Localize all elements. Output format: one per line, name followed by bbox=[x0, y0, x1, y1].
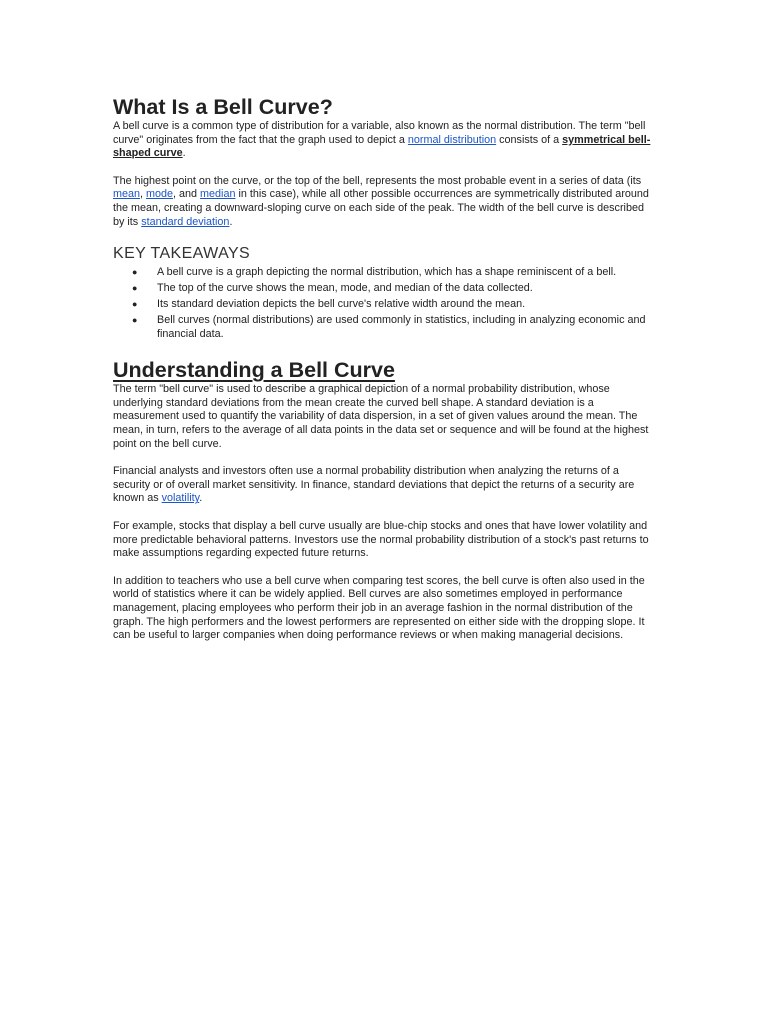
list-item bbox=[113, 266, 658, 280]
highest-point-paragraph bbox=[113, 175, 658, 229]
key-takeaways-list bbox=[113, 266, 658, 341]
link-standard-deviation[interactable]: standard deviation bbox=[141, 215, 230, 228]
bullet-icon: ● bbox=[132, 315, 138, 326]
section-title-understanding: Understanding a Bell Curve bbox=[113, 358, 395, 383]
text-run: The highest point on the curve, or the top of the bell, represents the most probable event in a series of data (its bbox=[113, 174, 642, 187]
list-item-text: The top of the curve shows the mean, mode, and median of the data collected. bbox=[157, 282, 533, 295]
link-median[interactable]: median bbox=[200, 188, 236, 201]
bullet-icon: ● bbox=[132, 283, 138, 294]
understanding-paragraph-4: In addition to teachers who use a bell curve when comparing test scores, the bell curve is often also used in the world of statistics where it can be widely applied. Bell curves are also sometimes employed in performance management, placing employees who perform their job in an average fashion in the normal distribution of the graph. The high performers and the lowest performers are represented on either side with the dropping slope. It can be useful to larger companies when doing performance reviews or when making managerial decisions. bbox=[113, 574, 645, 642]
understanding-paragraph-1: The term "bell curve" is used to describe a graphical depiction of a normal probability distribution, whose underlying standard deviations from the mean create the curved bell shape. A standard deviation is a measurement used to quantify the variability of data dispersion, in a set of given values around the mean. The mean, in turn, refers to the average of all data points in the data set or sequence and will be found at the highest point on the bell curve. bbox=[113, 383, 649, 450]
text-run: . bbox=[182, 147, 186, 160]
text-run: Financial analysts and investors often use a normal probability distribution when analyzing the returns of a security or of overall market sensitivity. In finance, standard deviations that depict the returns of a security are known as bbox=[113, 465, 635, 505]
text-run: , and bbox=[173, 188, 201, 201]
list-item bbox=[113, 282, 658, 296]
link-mean[interactable]: mean bbox=[113, 188, 141, 201]
list-item-text: A bell curve is a graph depicting the normal distribution, which has a shape reminiscent of a bell. bbox=[157, 266, 617, 279]
link-normal-distribution[interactable]: normal distribution bbox=[407, 133, 497, 146]
understanding-paragraph-3: For example, stocks that display a bell curve usually are blue-chip stocks and ones that have lower volatility and more predictable behavioral patterns. Investors use the normal probability distribution of a stock's past returns to make assumptions regarding expected future returns. bbox=[113, 520, 649, 560]
link-volatility[interactable]: volatility bbox=[161, 492, 200, 505]
text-run: consists of a bbox=[496, 133, 563, 146]
bullet-icon: ● bbox=[132, 267, 138, 278]
text-run: . bbox=[199, 492, 203, 505]
section-title-what-is: What Is a Bell Curve? bbox=[113, 95, 333, 119]
list-item bbox=[113, 298, 658, 312]
text-run: A bell curve is a common type of distribution for a variable, also known as the normal distribution. The term "bell curve" originates from the fact that the graph used to depict a bbox=[113, 120, 646, 146]
list-item bbox=[113, 314, 658, 341]
link-mode[interactable]: mode bbox=[146, 188, 174, 201]
list-item-text: Its standard deviation depicts the bell curve's relative width around the mean. bbox=[157, 298, 526, 311]
text-run: in this case), while all other possible occurrences are symmetrically distributed around the mean, creating a downward-sloping curve on each side of the peak. The width of the bell curve is described by its bbox=[113, 188, 649, 228]
article-body bbox=[113, 94, 658, 643]
list-item-text: Bell curves (normal distributions) are used commonly in statistics, including in analyzing economic and financial data. bbox=[157, 314, 646, 340]
understanding-paragraph-2 bbox=[113, 465, 658, 506]
intro-paragraph bbox=[113, 120, 658, 161]
key-takeaways-heading: KEY TAKEAWAYS bbox=[113, 245, 251, 263]
bullet-icon: ● bbox=[132, 299, 138, 310]
bold-term-symmetrical-curve: symmetrical bell-shaped curve bbox=[113, 133, 651, 160]
text-run: , bbox=[140, 188, 147, 201]
text-run: . bbox=[229, 215, 233, 228]
